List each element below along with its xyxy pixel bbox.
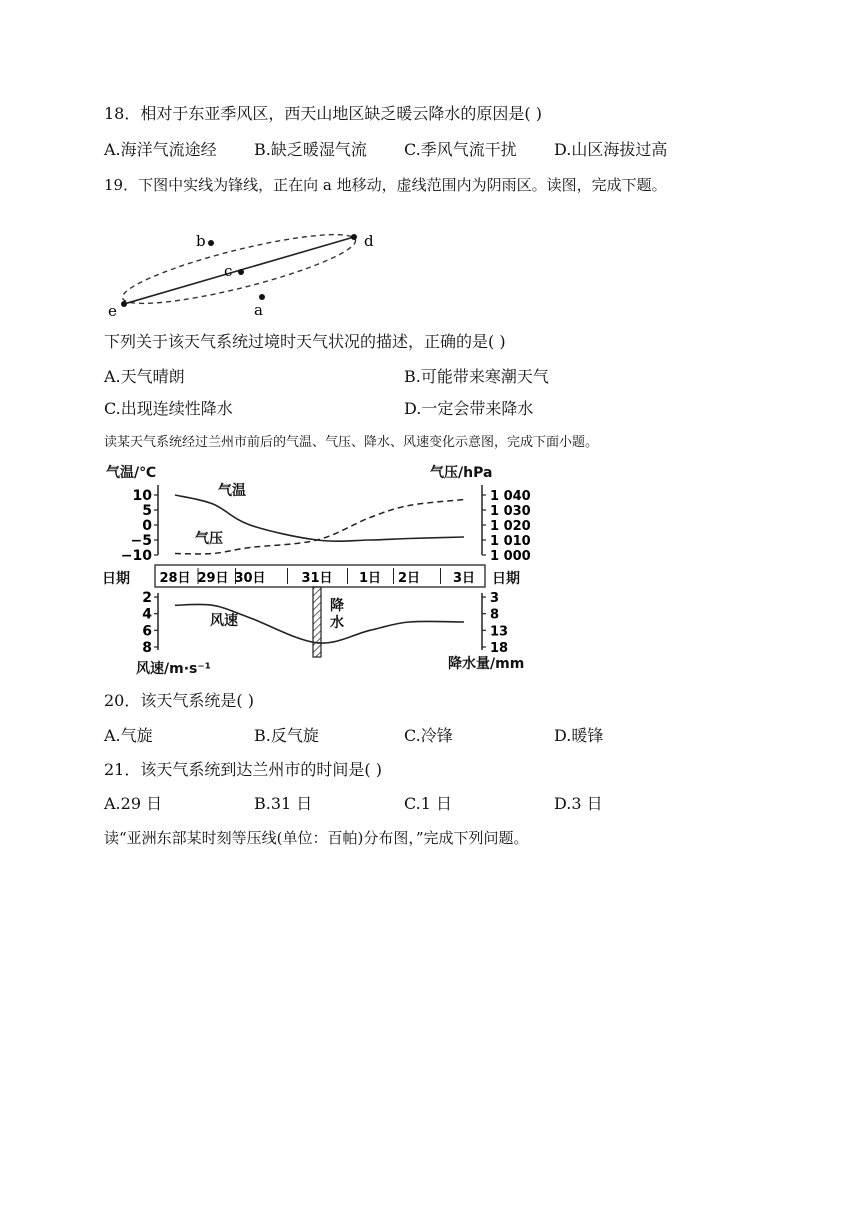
q20-option-c: C.冷锋 bbox=[404, 726, 453, 745]
q21-option-a: A.29 日 bbox=[104, 794, 163, 813]
temp-tick-label: −10 bbox=[120, 548, 152, 564]
pressure-series-label: 气压 bbox=[195, 531, 223, 547]
label-e: e bbox=[108, 302, 117, 320]
point-b bbox=[208, 240, 214, 246]
wind-series-label: 风速 bbox=[210, 613, 238, 629]
q20-option-a: A.气旋 bbox=[104, 726, 153, 745]
q21-option-c: C.1 日 bbox=[404, 794, 453, 813]
q18-option-b: B.缺乏暖湿气流 bbox=[254, 140, 367, 159]
q18-option-a: A.海洋气流途经 bbox=[104, 140, 217, 159]
q20-stem: 20．该天气系统是( ) bbox=[104, 691, 254, 710]
point-c bbox=[238, 269, 244, 275]
q19-option-b: B.可能带来寒潮天气 bbox=[404, 367, 549, 386]
label-c: c bbox=[224, 262, 233, 280]
pressure-tick-label: 1 040 bbox=[490, 489, 531, 504]
pressure-tick-label: 1 000 bbox=[490, 549, 531, 564]
temp-tick-label: −5 bbox=[130, 533, 152, 549]
q21-option-d: D.3 日 bbox=[554, 794, 603, 813]
q19-stem: 下列关于该天气系统过境时天气状况的描述，正确的是( ) bbox=[104, 332, 506, 351]
rain-area-outline bbox=[118, 222, 360, 317]
date-tick-label: 30日 bbox=[234, 571, 266, 586]
temp-tick-label: 10 bbox=[132, 488, 152, 504]
wind-tick-label: 8 bbox=[142, 640, 152, 656]
wind-tick-label: 4 bbox=[142, 606, 152, 623]
q19-option-d: D.一定会带来降水 bbox=[404, 399, 534, 418]
label-b: b bbox=[196, 232, 206, 250]
q18-option-c: C.季风气流干扰 bbox=[404, 140, 517, 159]
date-tick-label: 2日 bbox=[397, 571, 421, 586]
point-d bbox=[351, 234, 357, 240]
pressure-axis-title: 气压/hPa bbox=[430, 465, 493, 481]
weather-chart bbox=[100, 455, 540, 680]
temp-tick-label: 0 bbox=[142, 518, 152, 534]
precip-bar bbox=[313, 587, 321, 657]
date-tick-label: 31日 bbox=[301, 571, 333, 586]
pressure-tick-label: 1 010 bbox=[490, 534, 531, 549]
date-label-right: 日期 bbox=[492, 571, 520, 587]
q19-intro: 19．下图中实线为锋线，正在向 a 地移动，虚线范围内为阴雨区。读图，完成下题。 bbox=[104, 176, 667, 194]
q21-option-b: B.31 日 bbox=[254, 794, 313, 813]
label-d: d bbox=[364, 232, 374, 250]
pressure-tick-label: 1 020 bbox=[490, 519, 531, 534]
precip-tick-label: 18 bbox=[490, 641, 509, 656]
precip-label-2: 水 bbox=[330, 615, 344, 631]
q18-stem: 18．相对于东亚季风区，西天山地区缺乏暖云降水的原因是( ) bbox=[104, 104, 542, 123]
label-a: a bbox=[254, 301, 263, 319]
temp-axis-title: 气温/℃ bbox=[106, 465, 157, 481]
date-tick-label: 3日 bbox=[452, 571, 476, 586]
q19-option-a: A.天气晴朗 bbox=[104, 367, 185, 386]
intro-chart: 读某天气系统经过兰州市前后的气温、气压、降水、风速变化示意图，完成下面小题。 bbox=[104, 435, 599, 450]
date-tick-label: 1日 bbox=[358, 571, 382, 586]
date-label-left: 日期 bbox=[102, 571, 130, 587]
q19-option-c: C.出现连续性降水 bbox=[104, 399, 233, 418]
wind-axis-title: 风速/m·s⁻¹ bbox=[136, 661, 211, 677]
point-a bbox=[259, 294, 265, 300]
precip-axis-title: 降水量/mm bbox=[448, 656, 525, 672]
q20-option-d: D.暖锋 bbox=[554, 726, 604, 745]
precip-label-1: 降 bbox=[330, 598, 344, 614]
pressure-tick-label: 1 030 bbox=[490, 504, 531, 519]
precip-tick-label: 8 bbox=[490, 607, 500, 623]
q18-option-d: D.山区海拔过高 bbox=[554, 140, 668, 159]
date-tick-label: 29日 bbox=[197, 571, 229, 586]
precip-tick-label: 3 bbox=[490, 591, 500, 606]
wind-tick-label: 6 bbox=[142, 623, 152, 640]
q20-option-b: B.反气旋 bbox=[254, 726, 319, 745]
temp-series-label: 气温 bbox=[218, 483, 246, 499]
front-figure bbox=[104, 220, 394, 320]
q21-stem: 21．该天气系统到达兰州市的时间是( ) bbox=[104, 760, 382, 779]
intro-isobar: 读“亚洲东部某时刻等压线(单位：百帕)分布图，”完成下列问题。 bbox=[104, 829, 529, 847]
date-tick-label: 28日 bbox=[159, 571, 191, 586]
wind-tick-label: 2 bbox=[142, 590, 152, 606]
precip-tick-label: 13 bbox=[490, 624, 509, 640]
temp-tick-label: 5 bbox=[142, 503, 152, 519]
point-e bbox=[121, 301, 127, 307]
